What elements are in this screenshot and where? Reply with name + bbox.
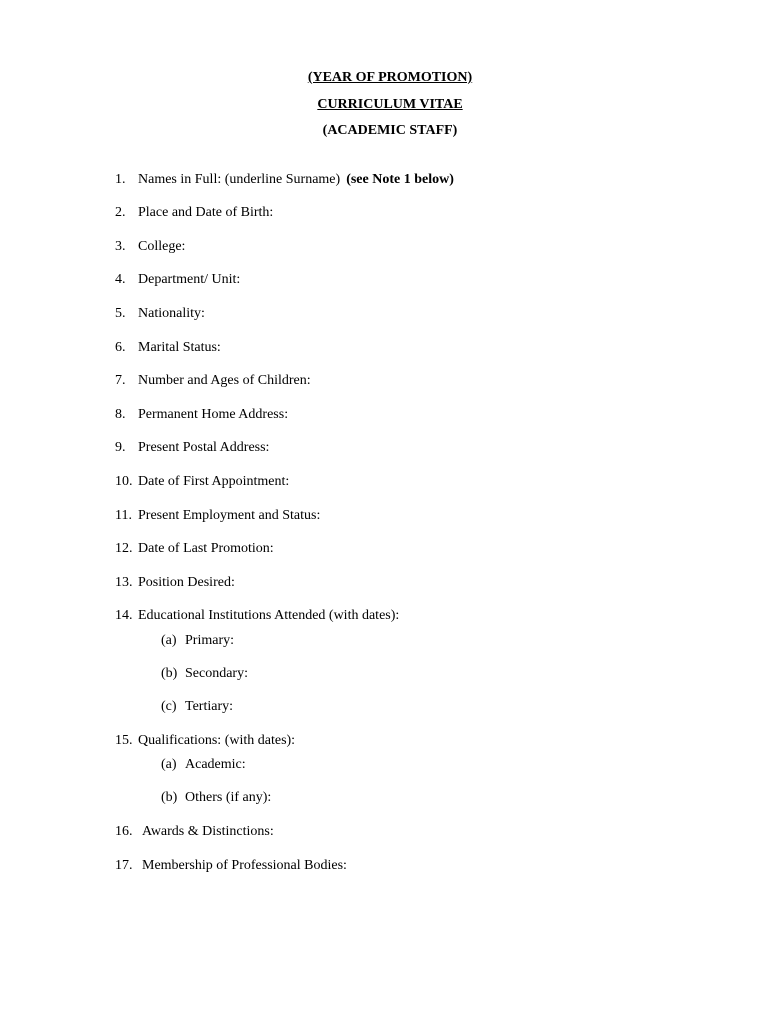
- item-label: Membership of Professional Bodies:: [142, 858, 347, 873]
- item-number: 8.: [115, 407, 126, 422]
- cv-item-awards: [115, 824, 274, 840]
- item-number: 7.: [115, 373, 126, 388]
- item-number: 1.: [115, 172, 126, 187]
- cv-title: CURRICULUM VITAE: [317, 97, 463, 112]
- education-sub-tertiary: [161, 699, 233, 715]
- item-number: 17.: [115, 858, 133, 873]
- qualification-sub-others: [161, 790, 271, 806]
- cv-item-birth: [115, 205, 273, 221]
- item-number: 4.: [115, 272, 126, 287]
- cv-item-first-appointment: [115, 474, 289, 490]
- sub-letter: (a): [161, 757, 177, 772]
- item-label: Present Employment and Status:: [138, 508, 321, 523]
- item-label: Date of First Appointment:: [138, 474, 290, 489]
- item-number: 14.: [115, 608, 133, 623]
- item-label: Department/ Unit:: [138, 272, 241, 287]
- item-label: Present Postal Address:: [138, 440, 270, 455]
- item-label: Names in Full: (underline Surname): [138, 172, 341, 187]
- sub-label: Tertiary:: [185, 699, 233, 714]
- item-label: Awards & Distinctions:: [142, 824, 274, 839]
- cv-item-marital-status: [115, 340, 221, 356]
- item-number: 16.: [115, 824, 133, 839]
- cv-item-nationality: [115, 306, 205, 322]
- education-sub-secondary: [161, 666, 248, 682]
- cv-item-qualifications: [115, 733, 295, 749]
- item-label: Permanent Home Address:: [138, 407, 289, 422]
- sub-label: Others (if any):: [185, 790, 272, 805]
- item-number: 15.: [115, 733, 133, 748]
- sub-label: Primary:: [185, 633, 234, 648]
- item-label: College:: [138, 239, 186, 254]
- item-label: Educational Institutions Attended (with dates):: [138, 608, 400, 623]
- item-number: 12.: [115, 541, 133, 556]
- cv-item-department: [115, 272, 240, 288]
- item-label: Date of Last Promotion:: [138, 541, 274, 556]
- cv-item-names: [115, 172, 454, 188]
- cv-item-professional-bodies: [115, 858, 347, 874]
- item-number: 13.: [115, 575, 133, 590]
- year-of-promotion-heading: (YEAR OF PROMOTION): [307, 70, 473, 85]
- item-number: 9.: [115, 440, 126, 455]
- sub-label: Secondary:: [185, 666, 248, 681]
- sub-letter: (c): [161, 699, 177, 714]
- item-number: 3.: [115, 239, 126, 254]
- sub-letter: (b): [161, 790, 178, 805]
- item-number: 2.: [115, 205, 126, 220]
- cv-item-position-desired: [115, 575, 235, 591]
- item-label: Qualifications: (with dates):: [138, 733, 296, 748]
- cv-item-education: [115, 608, 399, 624]
- item-number: 6.: [115, 340, 126, 355]
- item-label: Place and Date of Birth:: [138, 205, 274, 220]
- qualification-sub-academic: [161, 757, 246, 773]
- cv-item-last-promotion: [115, 541, 274, 557]
- item-number: 11.: [115, 508, 132, 523]
- cv-item-children: [115, 373, 311, 389]
- cv-item-college: [115, 239, 185, 255]
- cv-item-postal-address: [115, 440, 269, 456]
- item-label: Position Desired:: [138, 575, 235, 590]
- item-label: Number and Ages of Children:: [138, 373, 311, 388]
- item-label: Marital Status:: [138, 340, 221, 355]
- item-number: 5.: [115, 306, 126, 321]
- item-note: (see Note 1 below): [346, 172, 454, 187]
- sub-letter: (b): [161, 666, 178, 681]
- item-number: 10.: [115, 474, 133, 489]
- sub-label: Academic:: [185, 757, 246, 772]
- sub-letter: (a): [161, 633, 177, 648]
- cv-item-present-employment: [115, 508, 320, 524]
- item-label: Nationality:: [138, 306, 205, 321]
- academic-staff-subtitle: (ACADEMIC STAFF): [322, 123, 458, 138]
- cv-item-home-address: [115, 407, 288, 423]
- education-sub-primary: [161, 633, 234, 649]
